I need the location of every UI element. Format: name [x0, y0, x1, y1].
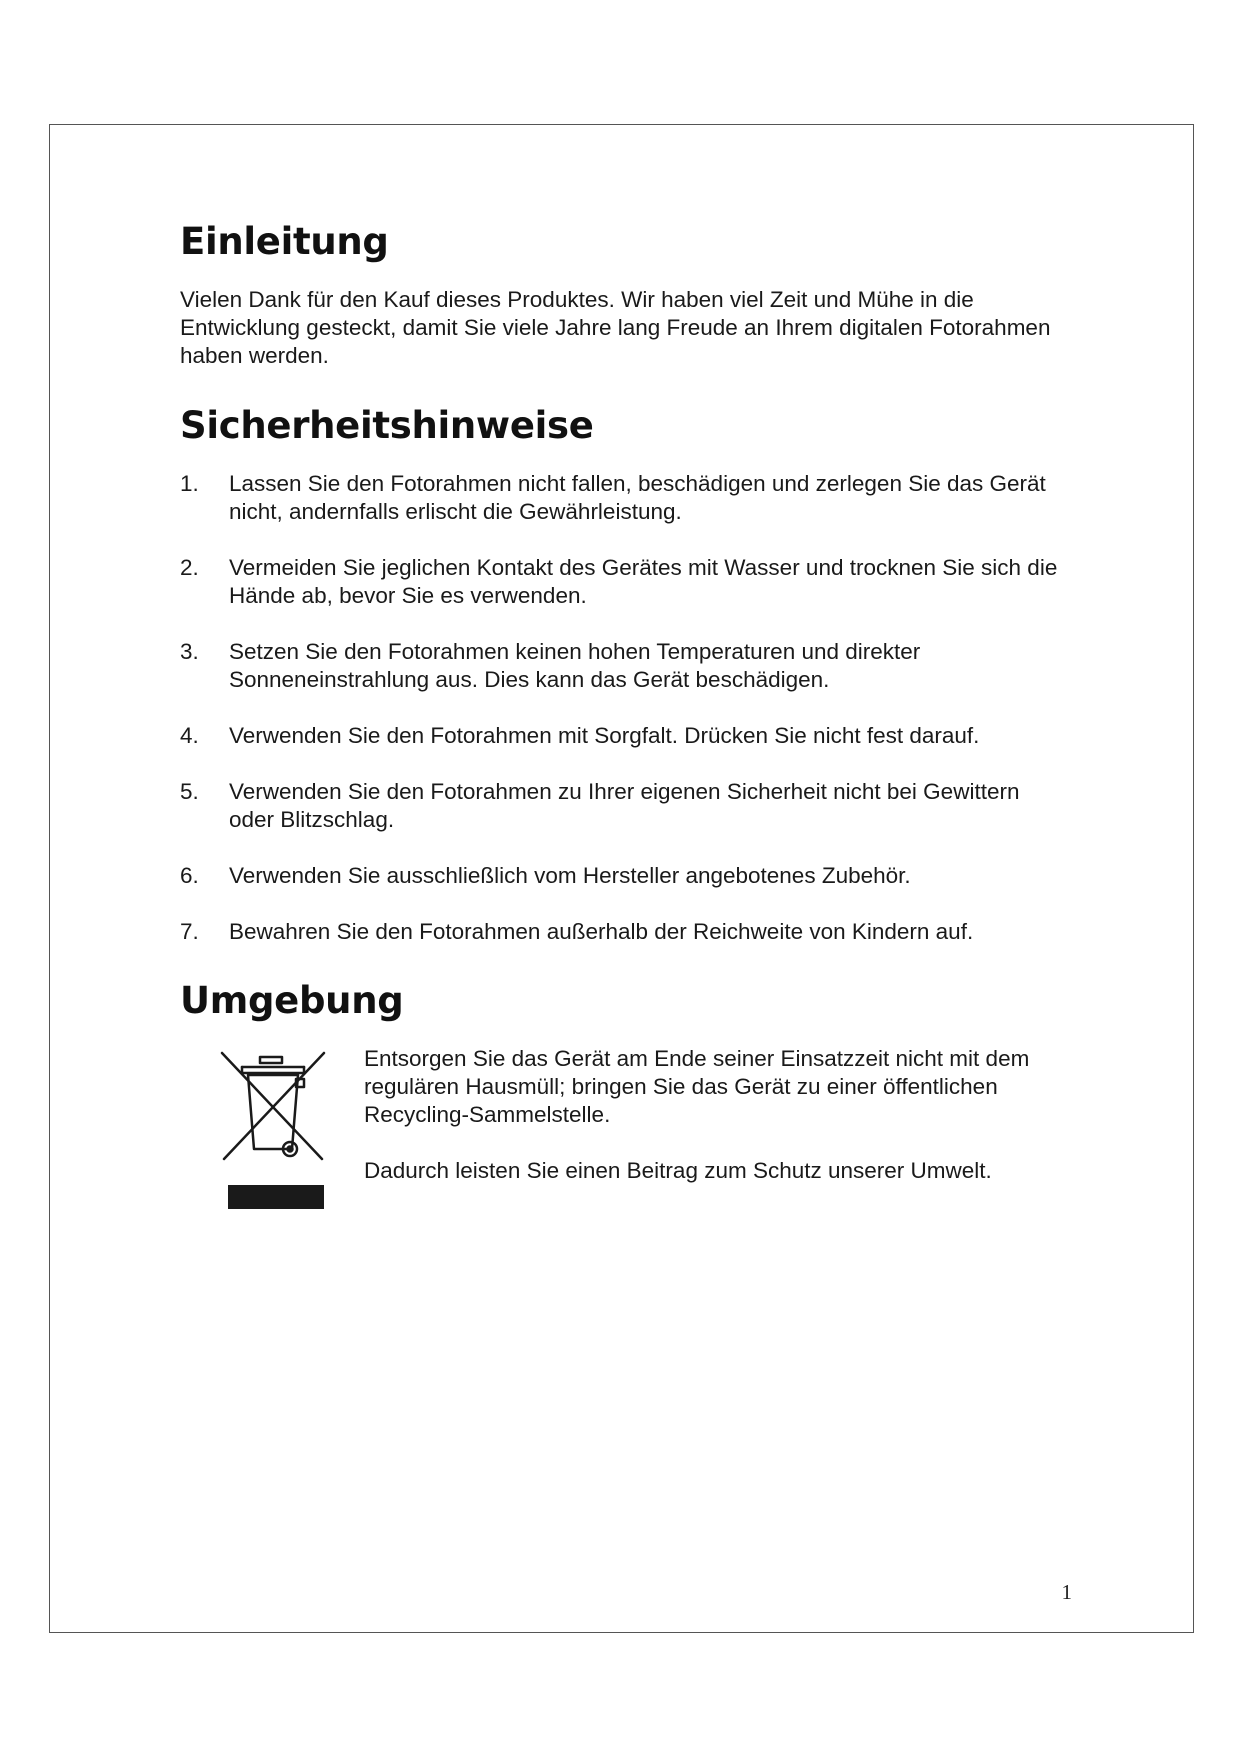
item-number: 5.	[180, 779, 199, 804]
item-text: Bewahren Sie den Fotorahmen außerhalb der Reichweite von Kindern auf.	[229, 919, 974, 944]
item-number: 1.	[180, 471, 199, 496]
page-number: 1	[1061, 1580, 1072, 1604]
heading-sicherheitshinweise: Sicherheitshinweise	[180, 404, 594, 447]
weee-crossed-bin-icon	[218, 1049, 330, 1209]
item-text: Vermeiden Sie jeglichen Kontakt des Gerätes mit Wasser und trocknen Sie sich die Hände ab, bevor Sie es verwenden.	[229, 555, 1058, 608]
item-text: Verwenden Sie ausschließlich vom Hersteller angebotenes Zubehör.	[229, 863, 911, 888]
list-item	[180, 638, 1060, 694]
item-text: Lassen Sie den Fotorahmen nicht fallen, beschädigen und zerlegen Sie das Gerät nicht, andernfalls erlischt die Gewährleistung.	[229, 471, 1046, 524]
environment-paragraph-2: Dadurch leisten Sie einen Beitrag zum Schutz unserer Umwelt.	[364, 1158, 992, 1183]
item-number: 6.	[180, 863, 199, 888]
list-item	[180, 554, 1060, 610]
item-number: 7.	[180, 919, 199, 944]
list-item	[180, 470, 1060, 526]
item-text: Verwenden Sie den Fotorahmen mit Sorgfalt. Drücken Sie nicht fest darauf.	[229, 723, 980, 748]
environment-block	[180, 1045, 1060, 1225]
list-item	[180, 778, 1060, 834]
safety-list	[180, 470, 1060, 946]
list-item	[180, 722, 1060, 750]
item-text: Verwenden Sie den Fotorahmen zu Ihrer eigenen Sicherheit nicht bei Gewittern oder Blitzschlag.	[229, 779, 1020, 832]
environment-text	[364, 1045, 1064, 1185]
heading-umgebung: Umgebung	[180, 979, 404, 1022]
item-number: 2.	[180, 555, 199, 580]
list-item	[180, 918, 1060, 946]
item-text: Setzen Sie den Fotorahmen keinen hohen Temperaturen und direkter Sonneneinstrahlung aus. Dies kann das Gerät beschädigen.	[229, 639, 921, 692]
item-number: 4.	[180, 723, 199, 748]
environment-paragraph-1: Entsorgen Sie das Gerät am Ende seiner Einsatzzeit nicht mit dem regulären Hausmüll; bringen Sie das Gerät zu einer öffentlichen Recycling-Sammelstelle.	[364, 1046, 1030, 1127]
list-item	[180, 862, 1060, 890]
heading-einleitung: Einleitung	[180, 220, 389, 263]
intro-paragraph: Vielen Dank für den Kauf dieses Produktes. Wir haben viel Zeit und Mühe in die Entwicklung gesteckt, damit Sie viele Jahre lang Freude an Ihrem digitalen Fotorahmen haben werden.	[180, 287, 1051, 368]
page-content	[180, 215, 1060, 1225]
item-number: 3.	[180, 639, 199, 664]
